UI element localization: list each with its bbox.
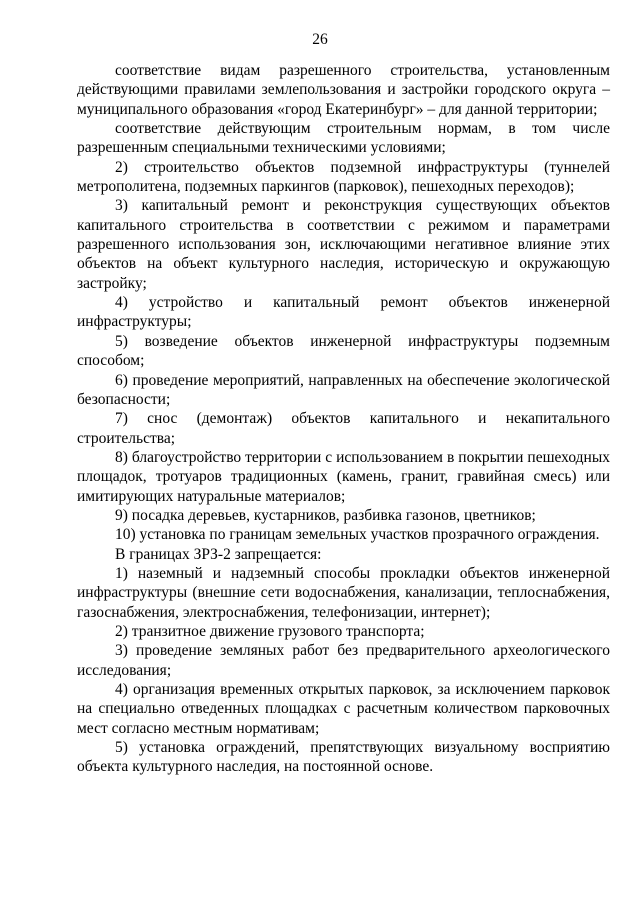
page-number: 26 [312, 31, 328, 48]
document-body [77, 61, 610, 777]
paragraph-allowed-item-8: 8) благоустройство территории с использованием в покрытии пешеходных площадок, тротуаров традиционных (камень, гранит, гравийная смесь) или имитирующих натуральные материалов; [77, 448, 610, 505]
paragraph-allowed-item-7: 7) снос (демонтаж) объектов капитального и некапитального строительства; [77, 410, 610, 447]
paragraph-allowed-item-9: 9) посадка деревьев, кустарников, разбивка газонов, цветников; [115, 506, 536, 524]
paragraph-allowed-item-6: 6) проведение мероприятий, направленных на обеспечение экологической безопасности; [77, 371, 610, 408]
paragraph-permitted-use-compliance: соответствие видам разрешенного строительства, установленным действующими правилами землепользования и застройки городского округа – муниципального образования «город Екатеринбург» – для данной территории; [77, 62, 610, 118]
paragraph-allowed-item-5: 5) возведение объектов инженерной инфраструктуры подземным способом; [77, 332, 610, 370]
paragraph-allowed-item-10: 10) установка по границам земельных участков прозрачного ограждения. [115, 526, 600, 544]
paragraph-prohibited-item-2: 2) транзитное движение грузового транспорта; [115, 622, 425, 640]
paragraph-prohibited-item-5: 5) установка ограждений, препятствующих визуальному восприятию объекта культурного наследия, на постоянной основе. [77, 739, 610, 776]
paragraph-prohibited-item-3: 3) проведение земляных работ без предварительного археологического исследования; [77, 642, 610, 679]
paragraph-prohibited-item-4: 4) организация временных открытых парковок, за исключением парковок на специально отведенных площадках с расчетным количеством парковочных мест согласно местным нормативам; [77, 681, 610, 737]
paragraph-allowed-item-3: 3) капитальный ремонт и реконструкция существующих объектов капитального строительства в соответствии с режимом и параметрами разрешенного использования зон, исключающими негативное влияние этих объектов на объект культурного наследия, историческую и окружающую застройку; [77, 197, 610, 292]
paragraph-prohibited-heading: В границах ЗРЗ-2 запрещается: [115, 545, 322, 563]
paragraph-prohibited-item-1: 1) наземный и надземный способы прокладки объектов инженерной инфраструктуры (внешние сети водоснабжения, канализации, теплоснабжения, газоснабжения, электроснабжения, телефонизации, интернет); [77, 564, 610, 621]
paragraph-allowed-item-2: 2) строительство объектов подземной инфраструктуры (туннелей метрополитена, подземных паркингов (парковок), пешеходных переходов); [77, 158, 610, 196]
paragraph-allowed-item-4: 4) устройство и капитальный ремонт объектов инженерной инфраструктуры; [77, 294, 610, 331]
paragraph-building-norms-compliance: соответствие действующим строительным нормам, в том числе разрешенным специальными техническими условиями; [77, 120, 610, 157]
